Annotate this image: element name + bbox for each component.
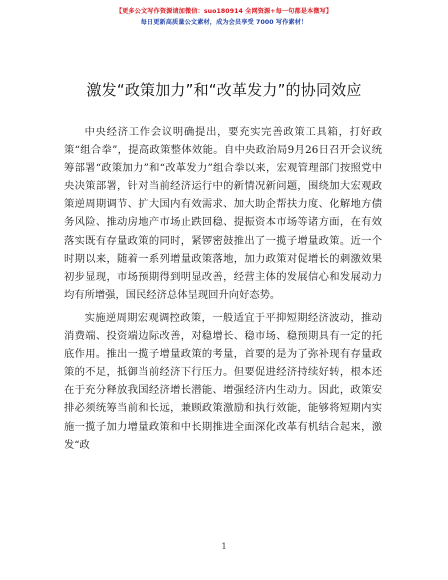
page-number: 1 (221, 542, 227, 551)
document-title: 激发“政策加力”和“改革发力”的协同效应 (86, 81, 362, 99)
promo-banner-line-1: 【更多公文写作资源请加微信：suo180914 全网资源+每一句都是本微写】 (115, 8, 333, 15)
promo-banner-line-2: 每日更新高质量公文素材，成为会员享受 7000 写作素材！ (140, 19, 308, 26)
promo-banner (0, 6, 448, 28)
paragraph: 中央经济工作会议明确提出，要充实完善政策工具箱，打好政策“组合拳”，提高政策整体效能。自中央政治局9月26日召开会议统筹部署“政策加力”和“改革发力”组合拳以来，宏观管理部门按照党中央决策部署，针对当前经济运行中的新情况新问题，围绕加大宏观政策逆周期调节、扩大国内有效需求、加大助企帮扶力度、化解地方债务风险、推动房地产市场止跌回稳、提振资本市场等诸方面，在有效落实既有存量政策的同时，紧锣密鼓推出了一揽子增量政策。近一个时期以来，随着一系列增量政策落地，加力政策对促增长的刺激效果初步显现，市场预期得到明显改善，经营主体的发展信心和发展动力均有所增强，国民经济总体呈现回升向好态势。 (64, 126, 382, 301)
document-body (64, 123, 382, 454)
paragraph: 实施逆周期宏观调控政策，一般适宜于平抑短期经济波动，推动消费端、投资端边际改善，对稳增长、稳市场、稳预期具有一定的托底作用。推出一揽子增量政策的考量，首要的是为了弥补现有存量政策的不足，抵御当前经济下行压力。但要促进经济持续好转，根本还在于充分释放我国经济增长潜能、增强经济内生动力。因此，政策安排必须统筹当前和长远，兼顾政策激励和执行效能，能够将短期内实施一揽子加力增量政策和中长期推进全面深化改革有机结合起来，激发“政 (64, 311, 382, 451)
